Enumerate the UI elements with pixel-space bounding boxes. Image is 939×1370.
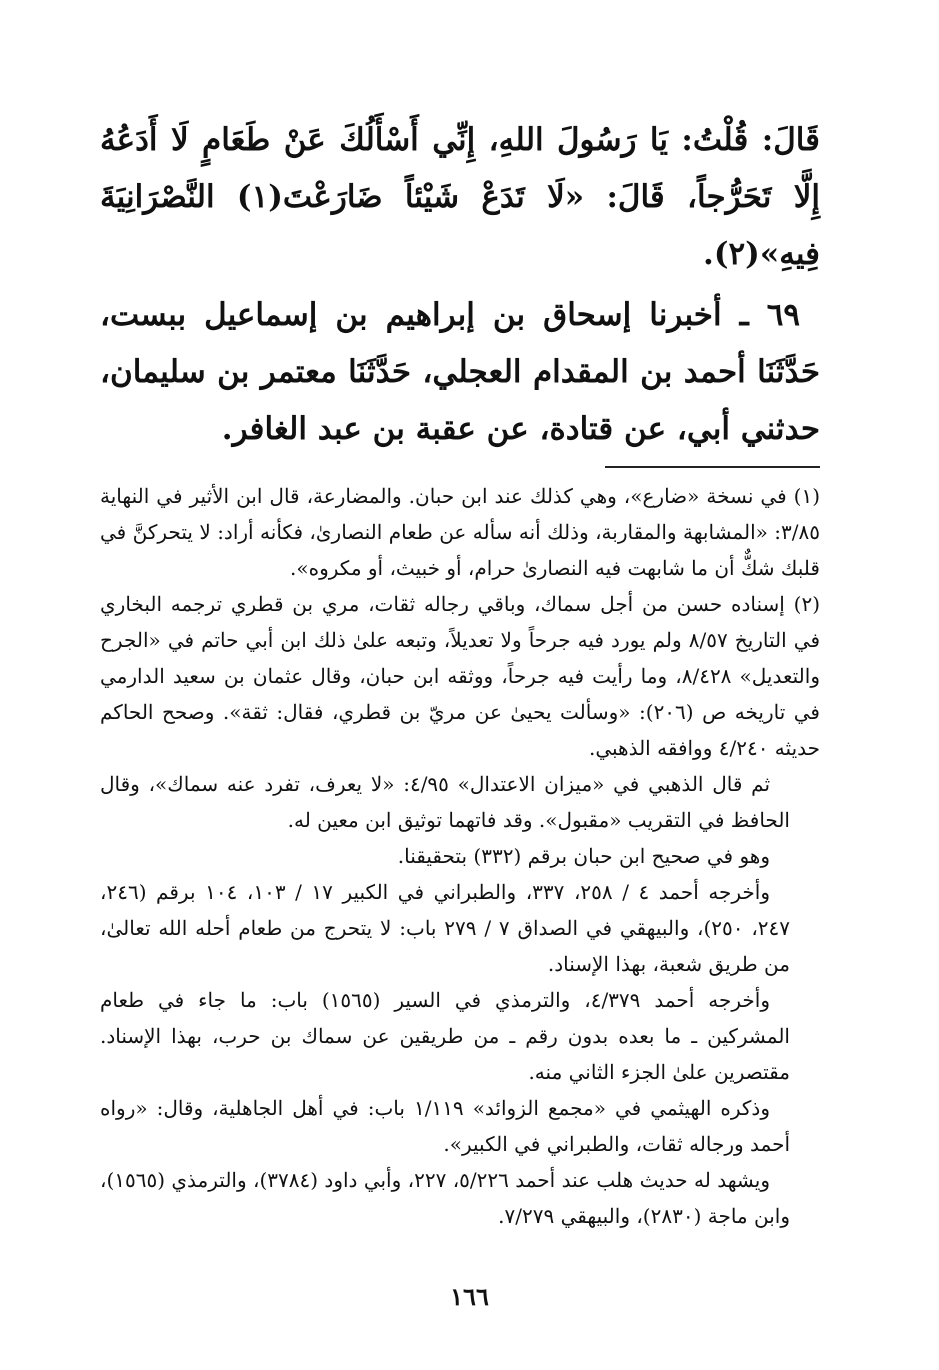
footnote-2-note: وأخرجه أحمد ٤/٣٧٩، والترمذي في السير (١٥٦٥) باب: ما جاء في طعام المشركين ـ ما بعده بدون رقم ـ من طريقين عن سماك بن حرب، بهذا الإسناد. مقتصرين علىٰ الجزء الثاني منه. — [100, 988, 790, 1084]
footnote-divider — [605, 466, 820, 468]
page-number: ١٦٦ — [450, 1282, 489, 1311]
footnote-1: (١) في نسخة «ضارع»، وهي كذلك عند ابن حبان. والمضارعة، قال ابن الأثير في النهاية ٣/٨٥: «المشابهة والمقاربة، وذلك أنه سأله عن طعام النصارىٰ، فكأنه أراد: لا يتحركنَّ في قلبك شكٌّ أن ما شابهت فيه النصارىٰ حرام، أو خبيث، أو مكروه». — [100, 484, 820, 580]
footnote-2-note: وأخرجه أحمد ٤ / ٢٥٨، ٣٣٧، والطبراني في الكبير ١٧ / ١٠٣، ١٠٤ برقم (٢٤٦، ٢٤٧، ٢٥٠)، والبيهقي في الصداق ٧ / ٢٧٩ باب: لا يتحرج من طعام أحله الله تعالىٰ، من طريق شعبة، بهذا الإسناد. — [100, 880, 791, 976]
footnotes — [100, 478, 820, 1234]
main-text — [100, 112, 820, 458]
page-content — [100, 112, 820, 1234]
footnote-2-note: وهو في صحيح ابن حبان برقم (٣٣٢) بتحقيقنا. — [397, 844, 770, 868]
footnote-2: (٢) إسناده حسن من أجل سماك، وباقي رجاله ثقات، مري بن قطري ترجمه البخاري في التاريخ ٨/٥٧ ولم يورد فيه جرحاً ولا تعديلاً، وتبعه علىٰ ذلك ابن أبي حاتم في «الجرح والتعديل» ٨/٤٢٨، وما رأيت فيه جرحاً، ووثقه ابن حبان، وقال عثمان بن سعيد الدارمي في تاريخه ص (٢٠٦): «وسألت يحيىٰ عن مريّ بن قطري، فقال: ثقة». وصحح الحاكم حديثه ٤/٢٤٠ ووافقه الذهبي. — [100, 592, 821, 760]
footnote-2-note: ثم قال الذهبي في «ميزان الاعتدال» ٤/٩٥: «لا يعرف، تفرد عنه سماك»، وقال الحافظ في التقريب «مقبول». وقد فاتهما توثيق ابن معين له. — [100, 772, 790, 832]
isnad-paragraph: ٦٩ ـ أخبرنا إسحاق بن إبراهيم بن إسماعيل ببست، حَدَّثَنَا أحمد بن المقدام العجلي، حَدَّثَنَا معتمر بن سليمان، حدثني أبي، عن قتادة، عن عقبة بن عبد الغافر. — [100, 297, 820, 447]
footnote-2-note: ويشهد له حديث هلب عند أحمد ٥/٢٢٦، ٢٢٧، وأبي داود (٣٧٨٤)، والترمذي (١٥٦٥)، وابن ماجة (٢٨٣٠)، والبيهقي ٧/٢٧٩. — [100, 1168, 790, 1228]
footnote-2-note: وذكره الهيثمي في «مجمع الزوائد» ١/١١٩ باب: في أهل الجاهلية، وقال: «رواه أحمد ورجاله ثقات، والطبراني في الكبير». — [100, 1096, 790, 1156]
hadith-paragraph: قَالَ: قُلْتُ: يَا رَسُولَ اللهِ، إِنِّي أَسْأَلُكَ عَنْ طَعَامٍ لَا أَدَعُهُ إِلَّا تَحَرُّجاً، قَالَ: «لَا تَدَعْ شَيْئاً ضَارَعْتَ(١) النَّصْرَانِيَةَ فِيهِ»(٢). — [100, 122, 820, 272]
